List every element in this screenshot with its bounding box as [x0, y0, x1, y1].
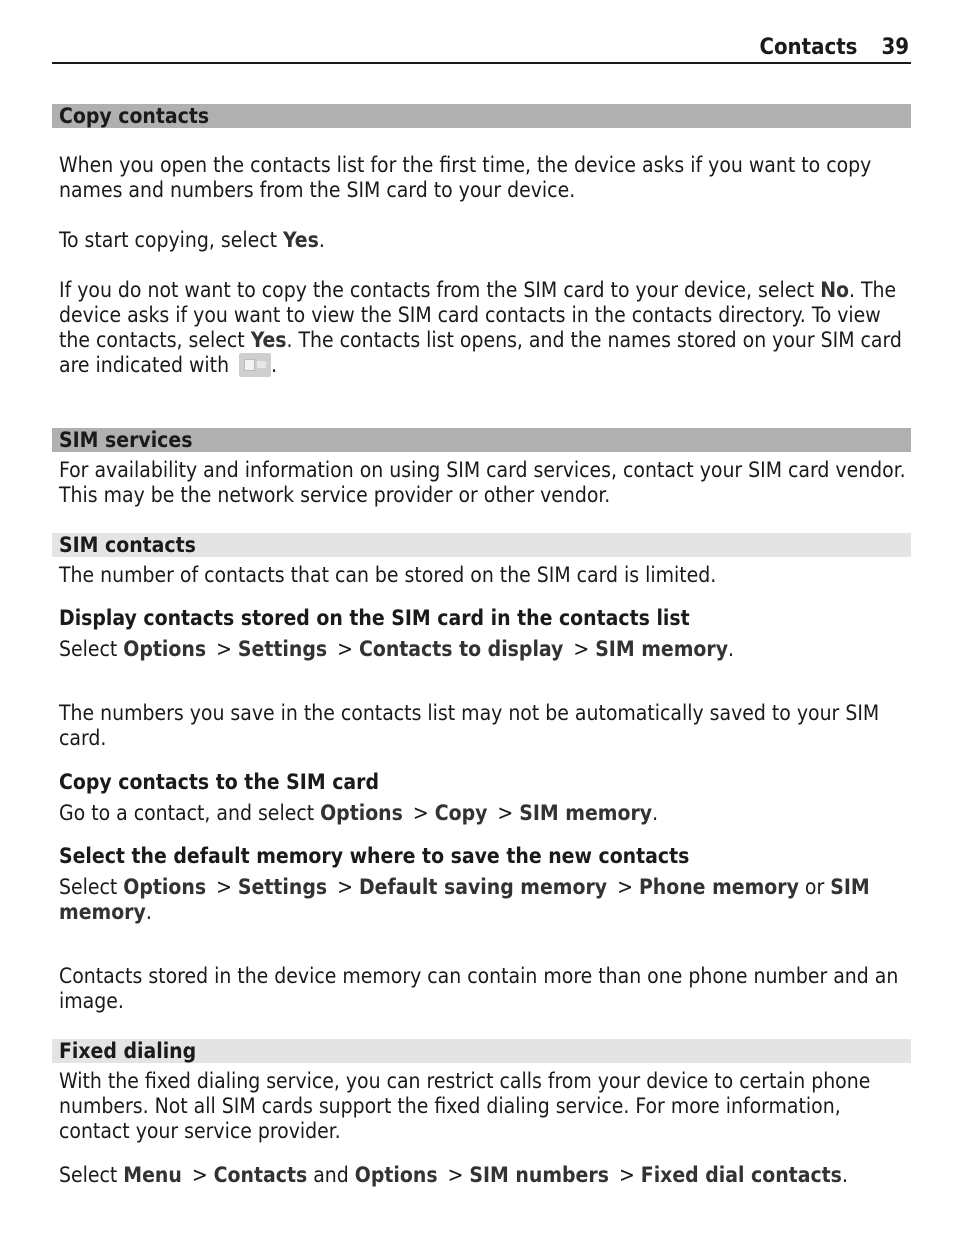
- default-memory-path: [59, 875, 911, 925]
- menu-path-menu: Menu: [123, 1163, 182, 1187]
- menu-path-fixed-dial-contacts: Fixed dial contacts: [640, 1163, 842, 1187]
- sim-card-icon: [239, 353, 271, 377]
- fixed-dialing-text: With the fixed dialing service, you can restrict calls from your device to certain phone numbers. Not all SIM cards support the fixed dialing service. For more information, contact your service provider.: [59, 1069, 871, 1143]
- yes-option: Yes: [283, 228, 319, 252]
- path-separator: >: [216, 637, 232, 661]
- path-separator: >: [573, 637, 590, 661]
- copy-contacts-start: [59, 228, 911, 253]
- section-heading-sim-contacts: SIM contacts: [52, 533, 911, 557]
- path-separator: >: [497, 801, 514, 825]
- period: .: [652, 801, 659, 825]
- path-separator: >: [337, 875, 353, 899]
- page-number: 39: [881, 35, 909, 60]
- select-text: Select: [59, 1163, 124, 1187]
- start-text: To start copying, select: [59, 228, 283, 252]
- menu-path-settings: Settings: [237, 875, 328, 899]
- yes-option: Yes: [250, 328, 287, 352]
- path-separator: >: [447, 1163, 464, 1187]
- copy-text: Go to a contact, and select: [59, 801, 321, 825]
- menu-path-options: Options: [354, 1163, 438, 1187]
- menu-path-options: Options: [123, 875, 207, 899]
- path-separator: >: [337, 637, 353, 661]
- device-memory-note: Contacts stored in the device memory can contain more than one phone number and an image.: [59, 964, 899, 1013]
- or-text: or: [798, 875, 831, 899]
- decline-text-c: . The contacts list opens, and the names stored on your SIM card are indicated with: [59, 328, 902, 377]
- decline-text-b: . The device asks if you want to view the SIM card contacts in the contacts directory. To view the contacts, select: [59, 278, 897, 352]
- menu-path-sim-numbers: SIM numbers: [469, 1163, 609, 1187]
- section-heading-copy-contacts: Copy contacts: [52, 104, 911, 128]
- period: .: [841, 1163, 848, 1187]
- sim-contacts-limit: The number of contacts that can be stored on the SIM card is limited.: [59, 563, 717, 587]
- sim-save-note: The numbers you save in the contacts list may not be automatically saved to your SIM card.: [59, 701, 880, 750]
- period: .: [318, 228, 325, 252]
- period: .: [145, 900, 152, 924]
- path-separator: >: [617, 875, 633, 899]
- menu-path-sim-memory: SIM memory: [59, 875, 870, 924]
- subheading-default-memory: Select the default memory where to save the new contacts: [59, 844, 690, 868]
- path-separator: >: [412, 801, 429, 825]
- select-text: Select: [59, 875, 124, 899]
- path-separator: >: [191, 1163, 208, 1187]
- menu-path-contacts: Contacts: [213, 1163, 308, 1187]
- menu-path-phone-memory: Phone memory: [638, 875, 799, 899]
- copy-to-sim-path: [59, 801, 911, 826]
- copy-contacts-decline: [59, 278, 911, 378]
- fixed-dialing-path: [59, 1163, 911, 1188]
- page-header: [52, 34, 911, 64]
- subheading-display-contacts: Display contacts stored on the SIM card in the contacts list: [59, 606, 690, 630]
- menu-path-sim-memory: SIM memory: [519, 801, 653, 825]
- no-option: No: [820, 278, 849, 302]
- menu-path-settings: Settings: [237, 637, 328, 661]
- display-contacts-path: [59, 637, 911, 662]
- period: .: [728, 637, 735, 661]
- and-text: and: [307, 1163, 355, 1187]
- select-text: Select: [59, 637, 124, 661]
- menu-path-contacts-to-display: Contacts to display: [358, 637, 564, 661]
- menu-path-copy: Copy: [434, 801, 488, 825]
- path-separator: >: [618, 1163, 635, 1187]
- section-heading-sim-services: SIM services: [52, 428, 911, 452]
- sim-services-text: For availability and information on using SIM card services, contact your SIM card vendor. This may be the network service provider or other vendor.: [59, 458, 906, 507]
- header-title: Contacts: [759, 35, 858, 60]
- path-separator: >: [216, 875, 232, 899]
- menu-path-options: Options: [123, 637, 207, 661]
- menu-path-options: Options: [320, 801, 403, 825]
- decline-text-a: If you do not want to copy the contacts from the SIM card to your device, select: [59, 278, 821, 302]
- section-heading-fixed-dialing: Fixed dialing: [52, 1039, 911, 1063]
- period: .: [271, 353, 278, 377]
- subheading-copy-to-sim: Copy contacts to the SIM card: [59, 770, 379, 794]
- copy-contacts-intro: When you open the contacts list for the first time, the device asks if you want to copy names and numbers from the SIM card to your device.: [59, 153, 872, 202]
- menu-path-default-saving-memory: Default saving memory: [358, 875, 608, 899]
- menu-path-sim-memory: SIM memory: [595, 637, 729, 661]
